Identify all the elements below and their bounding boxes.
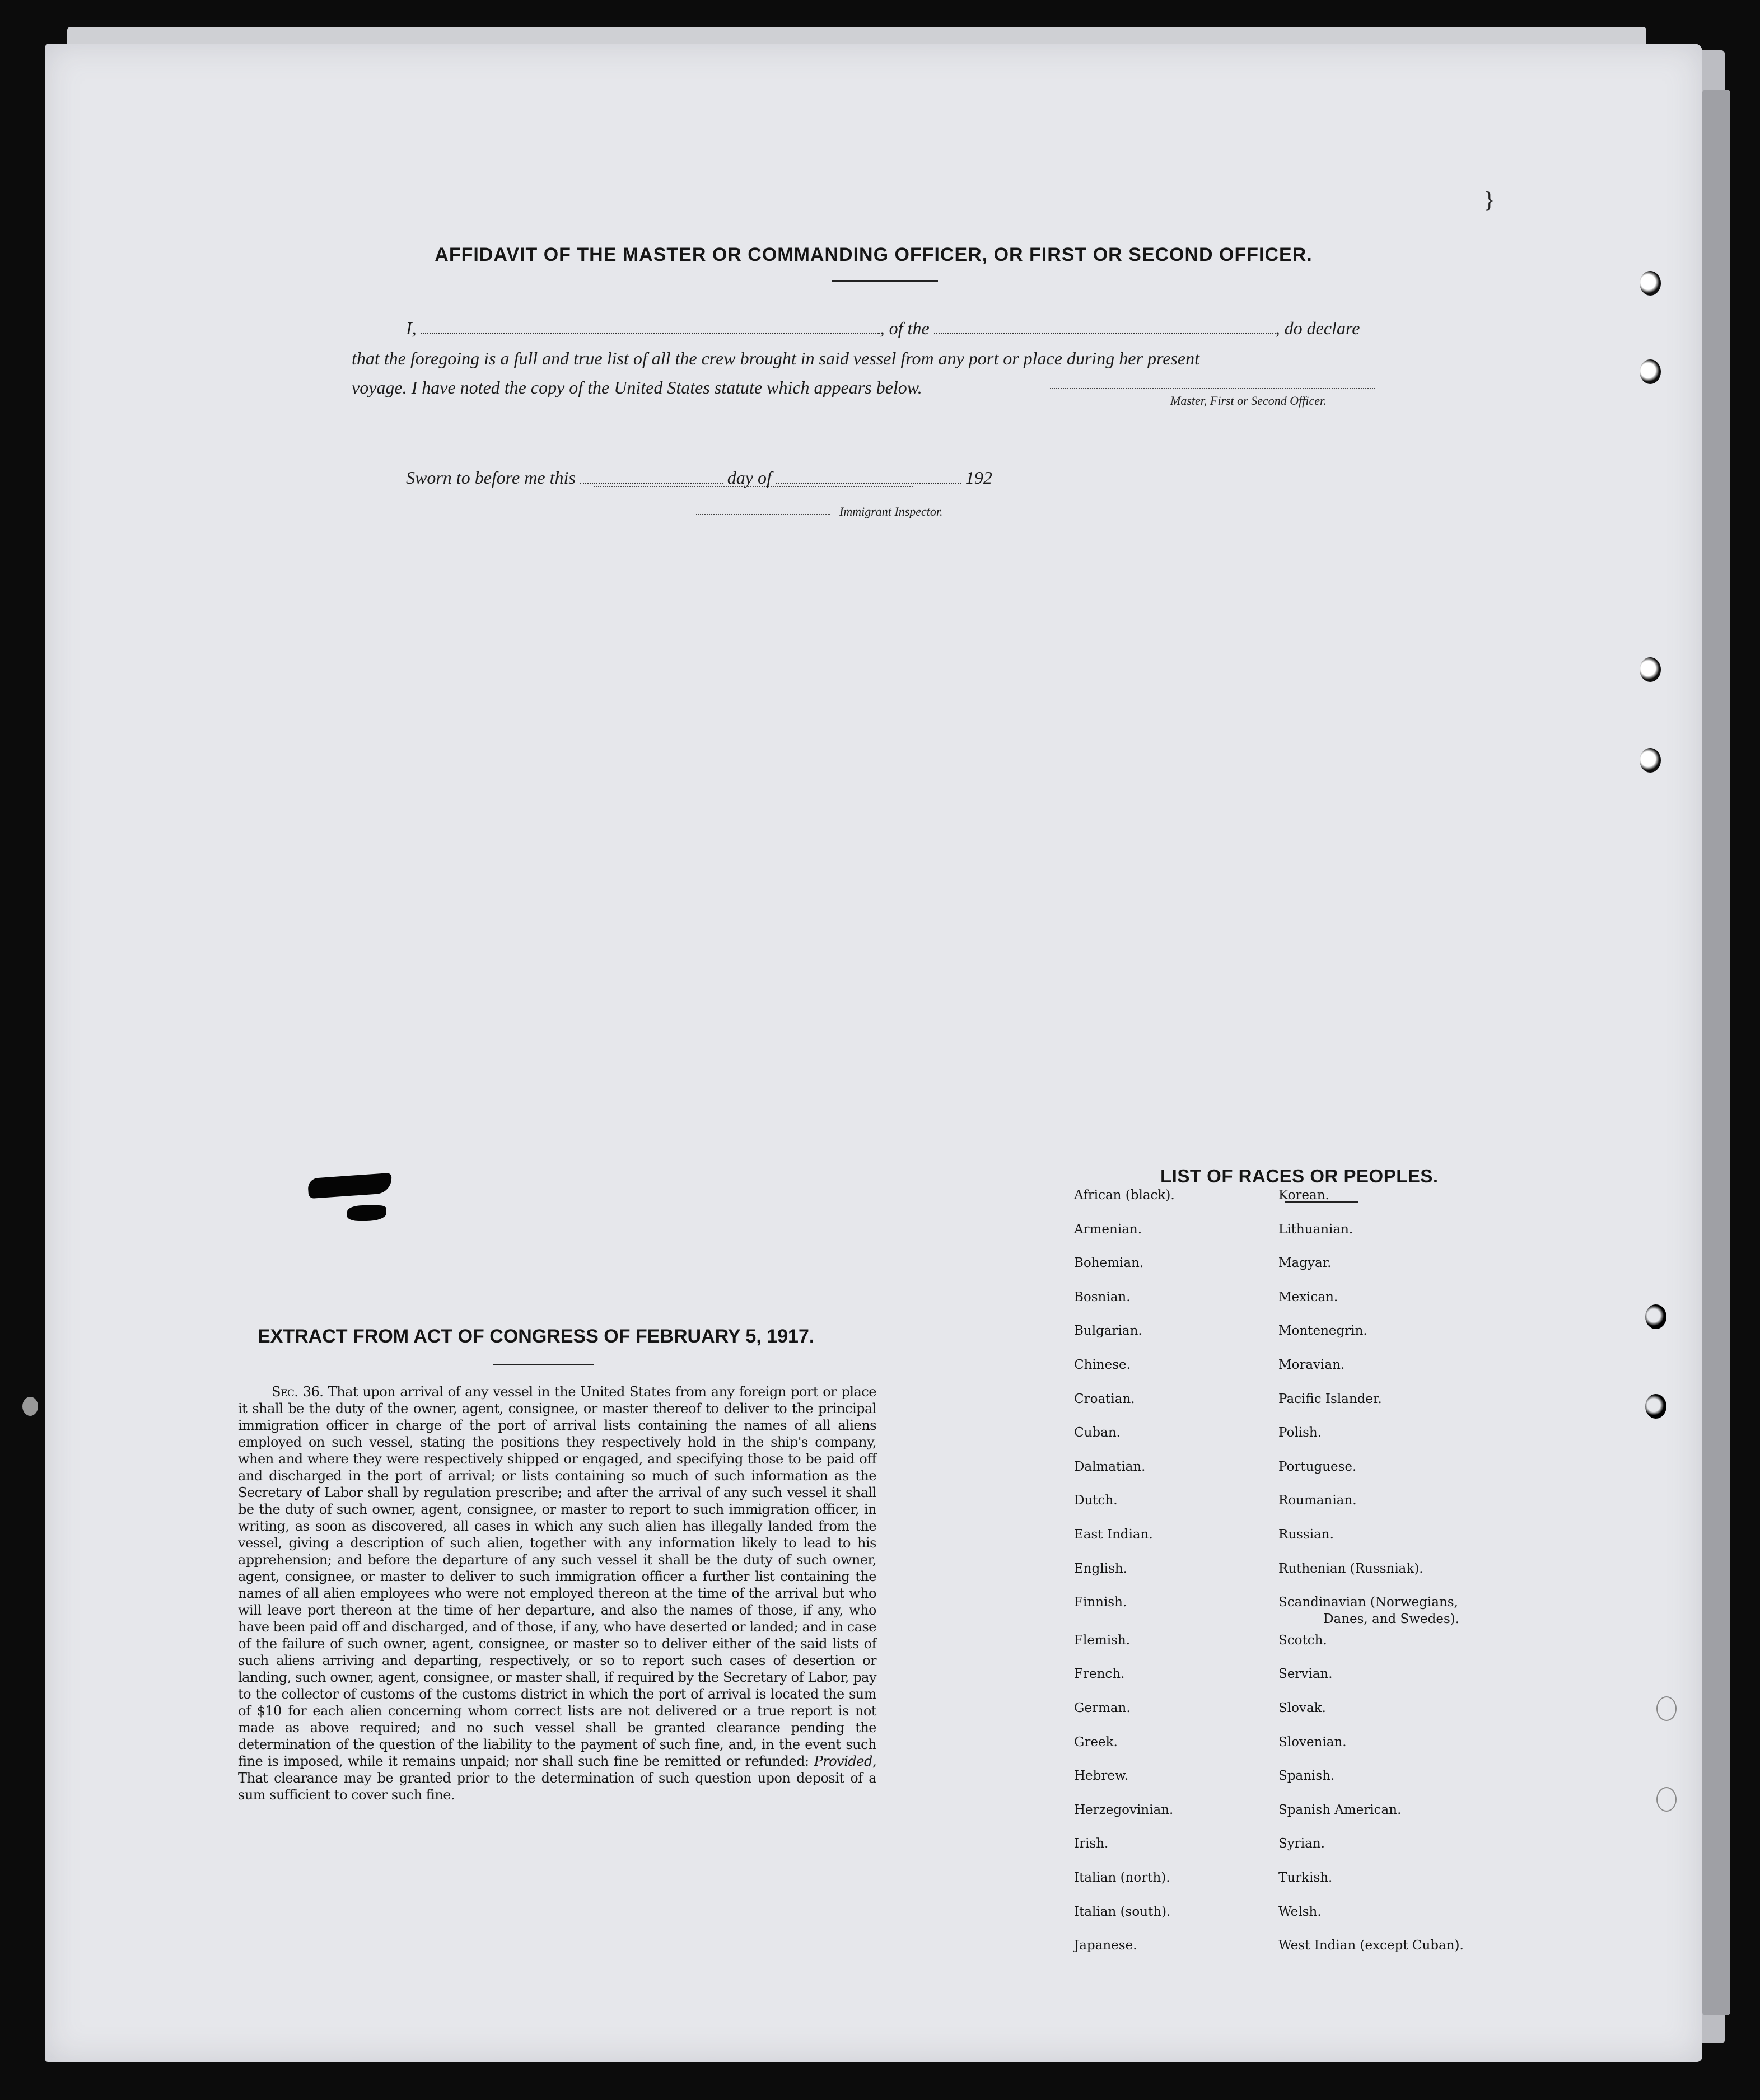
left-hole bbox=[22, 1397, 38, 1416]
race-item: Italian (south). bbox=[1074, 1904, 1171, 1919]
race-item: Herzegovinian. bbox=[1074, 1802, 1174, 1817]
race-item: Mexican. bbox=[1278, 1289, 1338, 1304]
race-item: West Indian (except Cuban). bbox=[1278, 1938, 1464, 1953]
extract-provided: Provided, bbox=[814, 1753, 876, 1769]
race-item: Armenian. bbox=[1074, 1222, 1142, 1237]
race-item: Dalmatian. bbox=[1074, 1459, 1146, 1474]
binder-hole bbox=[1640, 657, 1661, 682]
race-item: Polish. bbox=[1278, 1425, 1322, 1440]
sworn-month-field[interactable] bbox=[776, 483, 961, 484]
race-item: Japanese. bbox=[1074, 1938, 1137, 1953]
race-item: Moravian. bbox=[1278, 1358, 1345, 1372]
race-item: Greek. bbox=[1074, 1734, 1118, 1750]
ink-blot bbox=[307, 1173, 393, 1199]
binder-hole bbox=[1640, 359, 1661, 384]
binder-hole bbox=[1640, 271, 1661, 296]
race-item: Croatian. bbox=[1074, 1391, 1135, 1406]
affidavit-declare-label: , do declare bbox=[1275, 318, 1360, 338]
race-item: French. bbox=[1074, 1667, 1125, 1682]
race-item: Bosnian. bbox=[1074, 1289, 1131, 1304]
race-item: Hebrew. bbox=[1074, 1769, 1129, 1784]
race-item: Dutch. bbox=[1074, 1493, 1118, 1508]
ink-blot-2 bbox=[347, 1205, 386, 1221]
extract-title-rule bbox=[493, 1364, 594, 1365]
race-item: Servian. bbox=[1278, 1667, 1333, 1682]
race-item: Welsh. bbox=[1278, 1904, 1322, 1919]
affidavit-line-3: voyage. I have noted the copy of the United States statute which appears below. bbox=[352, 377, 922, 397]
affidavit-title-rule bbox=[832, 280, 938, 282]
binder-hole-faint bbox=[1656, 1787, 1677, 1812]
extract-body-text: That upon arrival of any vessel in the United States from any foreign port or place it shall be the duty of the owner, agent, consignee, or master thereof to deliver to the principal immigration officer in charge of the port of arrival lists containing the names of all aliens employed on such vessel, stating the positions they respectively hold in the ship's company, when and where they were respectively shipped or engaged, and specifying those to be paid off and discharged in the port of arrival; or lists containing so much of such information as the Secretary of Labor shall by regulation prescribe; and after the arrival of any such vessel it shall be the duty of such owner, agent, consignee, or master to report to such immigration officer, in writing, as soon as discovered, all cases in which any such alien has illegally landed from the vessel, giving a description of such alien, together with any information likely to lead to his apprehension; and before the departure of any such vessel it shall be the duty of such owner, agent, consignee, or master to deliver to such immigration officer a further list containing the names of all alien employees who were not employed thereon at the time of the arrival but who will leave port thereon at the time of her departure, and also the names of those, if any, who have been paid off and discharged, and of those, if any, who have deserted or landed; and in case of the failure of such owner, agent, consignee, or master so to deliver either of the said lists of such aliens arriving and departing, respectively, or so to report such cases of desertion or landing, such owner, agent, consignee, or master shall, if required by the Secretary of Labor, pay to the collector of customs of the customs district in which the port of arrival is located the sum of $10 for each alien concerning whom correct lists are not delivered or a true report is not made as above required; and no such vessel shall be granted clearance pending the determination of the question of the liability to the payment of such fine, and, in the event such fine is imposed, while it remains unpaid; nor shall such fine be remitted or refunded: bbox=[238, 1384, 876, 1769]
master-name-field[interactable] bbox=[421, 333, 880, 334]
inspector-signature-line[interactable] bbox=[594, 486, 913, 487]
race-item: Bohemian. bbox=[1074, 1256, 1144, 1271]
races-title: LIST OF RACES OR PEOPLES. bbox=[1160, 1166, 1439, 1186]
race-item: Russian. bbox=[1278, 1527, 1334, 1542]
race-item: Slovenian. bbox=[1278, 1734, 1347, 1750]
race-item: Portuguese. bbox=[1278, 1459, 1357, 1474]
corner-mark: } bbox=[1484, 187, 1495, 212]
affidavit-title: AFFIDAVIT OF THE MASTER OR COMMANDING OFFICER, OR FIRST OR SECOND OFFICER. bbox=[435, 244, 1313, 265]
binder-hole bbox=[1645, 1394, 1666, 1419]
race-item: Cuban. bbox=[1074, 1425, 1121, 1440]
race-item: Pacific Islander. bbox=[1278, 1391, 1382, 1406]
inspector-label: Immigrant Inspector. bbox=[839, 504, 943, 518]
race-item: African (black). bbox=[1074, 1188, 1175, 1203]
extract-section-label: Sec. 36. bbox=[272, 1384, 324, 1400]
race-item: German. bbox=[1074, 1701, 1131, 1715]
race-item: Montenegrin. bbox=[1278, 1323, 1367, 1339]
binder-hole bbox=[1645, 1304, 1666, 1329]
race-item: Lithuanian. bbox=[1278, 1222, 1353, 1237]
races-right-column bbox=[1275, 44, 1514, 2062]
race-item: Italian (north). bbox=[1074, 1870, 1170, 1885]
affidavit-i-label: I, bbox=[406, 318, 417, 338]
race-item: Syrian. bbox=[1278, 1836, 1325, 1851]
sworn-prefix: Sworn to before me this bbox=[406, 467, 576, 488]
sworn-day-of-label: day of bbox=[727, 467, 772, 488]
underlying-page-edge-right-2 bbox=[1702, 90, 1730, 2015]
race-item: Finnish. bbox=[1074, 1595, 1127, 1610]
form-sheet bbox=[45, 44, 1702, 2062]
race-item: Korean. bbox=[1278, 1188, 1329, 1203]
race-item: Bulgarian. bbox=[1074, 1323, 1142, 1339]
extract-body-text-2: That clearance may be granted prior to the determination of such question upon deposit of a sum sufficient to cover such fine. bbox=[238, 1770, 876, 1803]
race-item-continuation: Danes, and Swedes). bbox=[1323, 1612, 1460, 1627]
race-item: Roumanian. bbox=[1278, 1493, 1357, 1508]
sworn-line bbox=[406, 467, 992, 488]
race-item: Irish. bbox=[1074, 1836, 1109, 1851]
race-item: Scandinavian (Norwegians, bbox=[1278, 1595, 1458, 1610]
affidavit-line-2: that the foregoing is a full and true list of all the crew brought in said vessel from any port or place during her present bbox=[352, 348, 1199, 368]
master-signature-label: Master, First or Second Officer. bbox=[1170, 394, 1327, 408]
inspector-short-line bbox=[696, 514, 830, 515]
extract-title: EXTRACT FROM ACT OF CONGRESS OF FEBRUARY 5, 1917. bbox=[258, 1326, 815, 1347]
race-item: Ruthenian (Russniak). bbox=[1278, 1561, 1423, 1576]
sworn-day-field[interactable] bbox=[580, 483, 723, 484]
show-through-text bbox=[202, 160, 211, 193]
race-item: Slovak. bbox=[1278, 1701, 1326, 1715]
race-item: Turkish. bbox=[1278, 1870, 1333, 1885]
race-item: Scotch. bbox=[1278, 1633, 1327, 1648]
race-item: Flemish. bbox=[1074, 1633, 1131, 1648]
extract-body bbox=[238, 1383, 876, 1803]
sworn-year-label: 192 bbox=[965, 467, 992, 488]
binder-hole-faint bbox=[1656, 1696, 1677, 1721]
binder-hole bbox=[1640, 748, 1661, 773]
affidavit-of-the-label: , of the bbox=[880, 318, 930, 338]
race-item: Spanish American. bbox=[1278, 1802, 1402, 1817]
race-item: English. bbox=[1074, 1561, 1127, 1576]
race-item: Chinese. bbox=[1074, 1358, 1131, 1372]
race-item: East Indian. bbox=[1074, 1527, 1153, 1542]
race-item: Spanish. bbox=[1278, 1769, 1335, 1784]
race-item: Magyar. bbox=[1278, 1256, 1332, 1271]
races-left-column bbox=[1074, 44, 1242, 2062]
